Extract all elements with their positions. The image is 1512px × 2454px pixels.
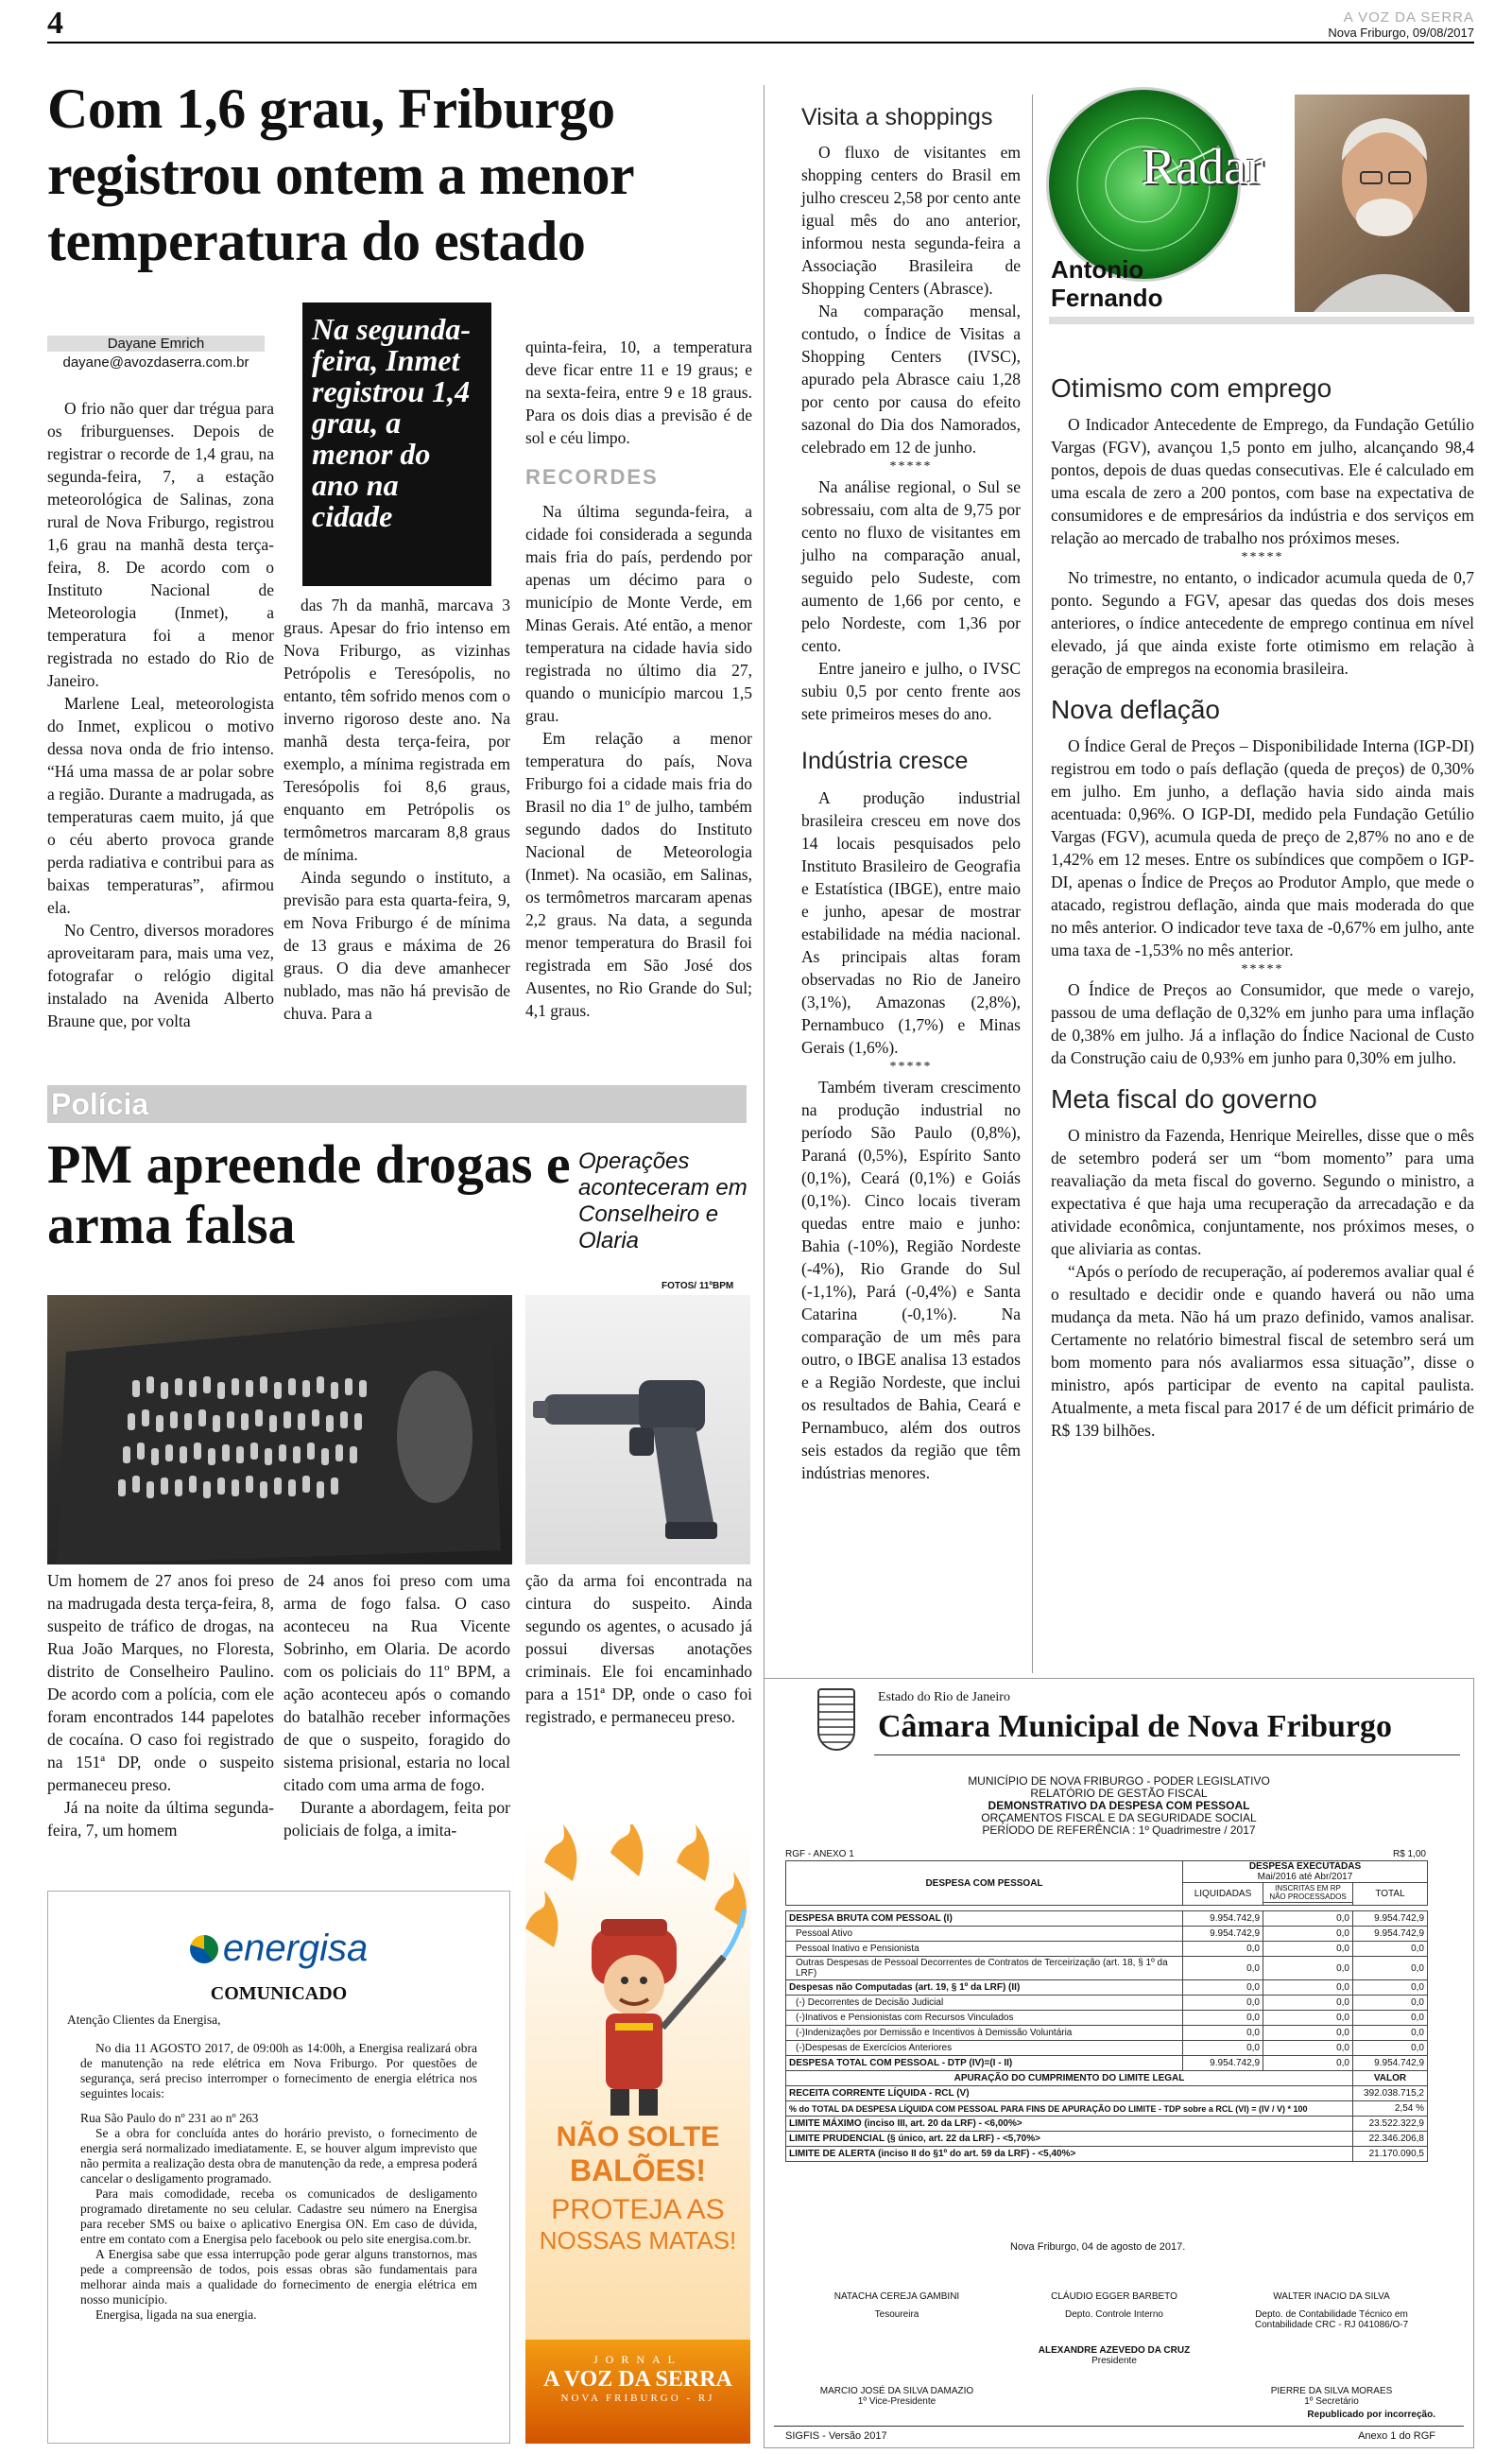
sig-1 [802, 2291, 991, 2320]
shopping-p4: Entre janeiro e julho, o IVSC subiu 0,5 por cento frente aos sete primeiros meses do ano. [801, 659, 1021, 723]
table-row [786, 1996, 1428, 2011]
camara-footer-rule [774, 2426, 1464, 2427]
balloon-line3: PROTEJA AS [551, 2194, 725, 2225]
author-photo [1295, 95, 1469, 312]
sidebar-col [801, 104, 1021, 1484]
limit-val: 21.170.090,5 [1353, 2147, 1428, 2162]
energisa-logo [67, 1927, 490, 1970]
energisa-p2: Rua São Paulo do nº 231 ao nº 263 [80, 2111, 259, 2125]
table-row [786, 2132, 1428, 2147]
shopping-p3: Na análise regional, o Sul se sobressaiu, com alta de 9,75 por cento no fluxo de visitantes em julho na comparação anual, seguido pelo Sudeste, com aumento de 1,66 por cento, e pelo Nordeste, com 1,36 por cento. [801, 477, 1021, 655]
police-col1-p1: Um homem de 27 anos foi preso na madrugada desta terça-feira, 8, suspeito de tráfico de drogas, na Rua João Marques, no Floresta, distrito de Conselheiro Paulino. De acordo com a polícia, com ele foram encontrados 144 papelotes de cocaína. O caso foi registrado na 151ª DP, onde o suspeito permaneceu preso. [47, 1571, 274, 1794]
row-tot: 0,0 [1353, 1942, 1428, 1957]
radar-author-first: Antonio [1051, 255, 1144, 284]
gun-photo-graphic [525, 1295, 750, 1564]
sig-5-name: MARCIO JOSÉ DA SILVA DAMAZIO [819, 2386, 974, 2396]
row-tot: 0,0 [1353, 2026, 1428, 2041]
anexo-rgf: Anexo 1 do RGF [1358, 2430, 1435, 2442]
row-insc: 0,0 [1263, 1980, 1353, 1996]
byline-author: Dayane Emrich [47, 336, 265, 352]
row-liq: 0,0 [1183, 1996, 1263, 2011]
radar-logo-text: Radar [1142, 138, 1263, 195]
table-row [786, 1911, 1428, 1927]
camara-subheads [765, 1775, 1473, 1837]
energisa-logo-text: energisa [222, 1927, 369, 1969]
stars-2: ***** [889, 1060, 933, 1074]
camara-annex: RGF - ANEXO 1 [785, 1849, 854, 1859]
stars-4: ***** [1241, 962, 1284, 976]
row-liq: 9.954.742,9 [1183, 1911, 1263, 1927]
row-label: (-) Decorrentes de Decisão Judicial [786, 1996, 1183, 2011]
row-tot: 9.954.742,9 [1353, 1927, 1428, 1942]
heading-emprego: Otimismo com emprego [1051, 373, 1332, 403]
camara-sub-5: PERÍODO DE REFERÊNCIA : 1º Quadrimestre / 2017 [982, 1823, 1256, 1837]
police-pullquote: Operações aconteceram em Conselheiro e Olaria [578, 1149, 747, 1253]
sig-2-name: CLÁUDIO EGGER BARBETO [1051, 2291, 1177, 2302]
newspaper-name: A VOZ DA SERRA [1343, 9, 1474, 26]
lead-col3-intro: quinta-feira, 10, a temperatura deve ficar entre 11 e 19 graus; e na sexta-feira, entre 9 e 18 graus. Para os dois dias a previsão é de sol e céu limpo. [525, 337, 752, 447]
page-number: 4 [47, 6, 63, 41]
heading-deflacao: Nova deflação [1051, 695, 1221, 724]
th-total: TOTAL [1353, 1883, 1428, 1906]
row-label: Pessoal Inativo e Pensionista [786, 1942, 1183, 1957]
author-photo-graphic [1295, 95, 1469, 312]
row-tot: 9.954.742,9 [1353, 2056, 1428, 2071]
police-headline: PM apreende drogas e arma falsa [47, 1133, 571, 1255]
firefighter-illustration [525, 1824, 750, 2117]
despesa-table [785, 1860, 1428, 2162]
sig-1-name: NATACHA CEREJA GAMBINI [833, 2291, 960, 2302]
limit-val: 23.522.322,9 [1353, 2117, 1428, 2132]
limit-label: LIMITE DE ALERTA (inciso II do §1º do art. 59 da LRF) - <5,40%> [786, 2147, 1353, 2162]
row-insc: 0,0 [1263, 2026, 1353, 2041]
camara-state: Estado do Rio de Janeiro [878, 1690, 1010, 1704]
row-tot: 9.954.742,9 [1353, 1911, 1428, 1927]
sidebar-divider [1032, 95, 1033, 1673]
drugs-photo [47, 1295, 512, 1564]
limit-val: 392.038.715,2 [1353, 2086, 1428, 2101]
limit-val: 2,54 % [1353, 2101, 1428, 2117]
row-liq: 0,0 [1183, 2011, 1263, 2026]
balloon-line2: BALÕES! [570, 2153, 706, 2187]
energisa-p5: A Energisa sabe que essa interrupção pode gerar alguns transtornos, mas pede a compreensão de todos, pois essas obras são fundamentais para melhorar ainda mais a qualidade do fornecimento de energia elétrica em nosso município. [80, 2247, 477, 2307]
dateline: Nova Friburgo, 09/08/2017 [1328, 26, 1474, 40]
row-tot: 0,0 [1353, 2041, 1428, 2056]
row-liq: 0,0 [1183, 1942, 1263, 1957]
energisa-p4: Para mais comodidade, receba os comunicados de desligamento programado diretamente no seu celular. Cadastre seu número na Energisa para receber SMS ou baixe o aplicativo Energisa ON. Em caso de dúvida, entre em contato com a Energisa pelo facebook ou pelo site energisa.com.br. [80, 2186, 477, 2246]
row-label: (-)Despesas de Exercícios Anteriores [786, 2041, 1183, 2056]
camara-title: Câmara Municipal de Nova Friburgo [878, 1709, 1392, 1744]
sig-4-name: ALEXANDRE AZEVEDO DA CRUZ [1038, 2345, 1191, 2356]
lead-col1-p2: Marlene Leal, meteorologista do Inmet, explicou o motivo dessa nova onda de frio intenso. “Há uma massa de ar polar sobre a região. Durante a madrugada, as temperaturas caem muito, já que o céu aberto provoca grande perda radiativa e contribui para as baixas temperaturas”, afirmou ela. [47, 694, 274, 917]
sig-4 [1020, 2345, 1209, 2366]
gun-photo [525, 1295, 750, 1564]
row-liq: 0,0 [1183, 1957, 1263, 1980]
row-liq: 0,0 [1183, 2026, 1263, 2041]
th-exec-period: Mai/2016 até Abr/2017 [1257, 1872, 1353, 1882]
row-label: Outras Despesas de Pessoal Decorrentes de Contratos de Terceirização (art. 18, § 1º da LRF) [786, 1957, 1183, 1980]
sig-5 [802, 2386, 991, 2407]
row-tot: 0,0 [1353, 2011, 1428, 2026]
heading-meta: Meta fiscal do governo [1051, 1084, 1317, 1114]
police-col1 [47, 1569, 274, 1841]
energisa-p3: Se a obra for concluída antes do horário previsto, o fornecimento de energia será normalizado imediatamente. E, se houver algum imprevisto que não permita a realização desta obra de manutenção da rede, a empresa poderá cancelar o desligamento programado. [80, 2126, 477, 2186]
row-tot: 0,0 [1353, 1980, 1428, 1996]
row-insc: 0,0 [1263, 2011, 1353, 2026]
table-row [786, 1980, 1428, 1996]
radar-banner [1049, 90, 1474, 331]
balloon-footer [525, 2340, 750, 2444]
shopping-p2: Na comparação mensal, contudo, o Índice de Visitas a Shopping Centers (IVSC), apurado pela Abrasce caiu 1,28 por cento por causa do efeito sazonal do Dia dos Namorados, celebrado em 12 de junho. [801, 302, 1021, 457]
table-row [786, 2101, 1428, 2117]
limits-head: APURAÇÃO DO CUMPRIMENTO DO LIMITE LEGAL [786, 2071, 1353, 2086]
limit-val: 22.346.206,8 [1353, 2132, 1428, 2147]
table-row [786, 2117, 1428, 2132]
lead-col2-p2: Ainda segundo o instituto, a previsão para esta quarta-feira, 9, em Nova Friburgo é de mínima de 13 graus e máxima de 26 graus. O dia deve amanhecer nublado, mas não há previsão de chuva. Para a [284, 868, 510, 1023]
limit-label: RECEITA CORRENTE LÍQUIDA - RCL (V) [786, 2086, 1353, 2101]
th-despesa: DESPESA COM PESSOAL [786, 1861, 1183, 1906]
footer-city: NOVA FRIBURGO - RJ [560, 2393, 715, 2404]
lead-col2 [284, 594, 510, 1025]
row-tot: 0,0 [1353, 1957, 1428, 1980]
meta-p2: “Após o período de recuperação, aí poderemos avaliar qual é o resultado e decidir onde e quando haverá ou não uma mudança da meta. Não há um prazo definido, vamos analisar. Certamente no relatório bimestral fiscal de setembro será um bom momento para nós avaliarmos essa situação”, disse o ministro, após participar de evento na capital paulista. Atualmente, a meta fiscal para 2017 é de um déficit primário de R$ 139 bilhões. [1051, 1262, 1474, 1440]
row-label: (-)Indenizações por Demissão e Incentivos à Demissão Voluntária [786, 2026, 1183, 2041]
section-tag-policia: Polícia [47, 1085, 747, 1123]
table-row [786, 2026, 1428, 2041]
sigfis: SIGFIS - Versão 2017 [785, 2430, 887, 2442]
row-label: DESPESA TOTAL COM PESSOAL - DTP (IV)=(I - II) [786, 2056, 1183, 2071]
table-row [786, 1957, 1428, 1980]
sig-6-name: PIERRE DA SILVA MORAES [1270, 2386, 1393, 2396]
police-col2-p1: de 24 anos foi preso com uma arma de fogo falsa. O caso aconteceu na Rua Vicente Sobrinho, em Olaria. De acordo com os policiais do 11º BPM, a ação aconteceu após o comando do batalhão receber informações de que o suspeito, foragido do sistema prisional, estaria no local citado com uma arma de fogo. [284, 1571, 510, 1794]
radar-author-last: Fernando [1051, 284, 1163, 312]
row-tot: 0,0 [1353, 1996, 1428, 2011]
limit-label: LIMITE MÁXIMO (inciso III, art. 20 da LRF) - <6,00%> [786, 2117, 1353, 2132]
row-label: DESPESA BRUTA COM PESSOAL (I) [786, 1911, 1183, 1927]
sig-3 [1237, 2291, 1426, 2330]
footer-brand: A VOZ DA SERRA [543, 2367, 732, 2392]
table-row [786, 1942, 1428, 1957]
lead-col3 [525, 336, 752, 1022]
energisa-p6: Energisa, ligada na sua energia. [95, 2307, 257, 2322]
industria-p1: A produção industrial brasileira cresceu em nove dos 14 locais pesquisados pelo Instituto Brasileiro de Geografia e Estatística (IBGE), entre maio e junho, apesar de mostrar estabilidade na média nacional. As principais altas foram observadas no Rio de Janeiro (3,1%), Amazonas (2,8%), Pernambuco (1,7%) e Minas Gerais (1,6%). [801, 788, 1021, 1057]
recordes-subhead: RECORDES [525, 465, 659, 489]
lead-pullquote: Na segunda-feira, Inmet registrou 1,4 grau, a menor do ano na cidade [302, 302, 491, 586]
lead-col3-p2: Em relação a menor temperatura do país, Nova Friburgo foi a cidade mais fria do Brasil no dia 1º de julho, também segundo dados do Instituto Nacional de Meteorologia (Inmet). Na ocasião, em Salinas, os termômetros marcaram apenas 2,2 graus. Na data, a segunda menor temperatura do Brasil foi registrada em São José dos Ausentes, no Rio Grande do Sul; 4,1 graus. [525, 729, 752, 1020]
row-insc: 0,0 [1263, 1957, 1353, 1980]
republicado: Republicado por incorreção. [1307, 2410, 1435, 2420]
row-insc: 0,0 [1263, 1911, 1353, 1927]
radar-col [1051, 373, 1474, 1442]
header-rule [47, 42, 1474, 43]
th-liq: LIQUIDADAS [1183, 1883, 1263, 1906]
energisa-p1: No dia 11 AGOSTO 2017, de 09:00h as 14:00h, a Energisa realizará obra de manutenção na rede elétrica em Nova Friburgo. Por questões de segurança, será preciso interromper o fornecimento de energia elétrica nos seguintes locais: [80, 2041, 477, 2100]
drugs-photo-graphic [47, 1295, 512, 1564]
camara-sub-2: RELATÓRIO DE GESTÃO FISCAL [1030, 1787, 1208, 1800]
row-label: Pessoal Ativo [786, 1927, 1183, 1942]
table-row [786, 1927, 1428, 1942]
table-row [786, 2086, 1428, 2101]
heading-shopping: Visita a shoppings [801, 104, 993, 130]
row-insc: 0,0 [1263, 2056, 1353, 2071]
camara-date: Nova Friburgo, 04 de agosto de 2017. [1010, 2241, 1186, 2253]
sig-5-role: 1º Vice-Presidente [857, 2396, 936, 2407]
deflacao-p1: O Índice Geral de Preços – Disponibilidade Interna (IGP-DI) registrou em todo o país deflação (queda de preços) de 0,30% em julho. Em junho, a deflação havia sido ainda mais acentuada: 0,96%. O IGP-DI, medido pela Fundação Getúlio Vargas (FGV), acumula queda de preço de 2,87% no ano e de 1,42% em 12 meses. Entre os subíndices que compõem o IGP-DI, apenas o Índice de Preços ao Produtor Amplo, que mede o atacado, registrou deflação, ainda que mais moderada do que no mês anterior. O indicador teve taxa de -0,67% em julho, ante uma taxa de -1,53% no mês anterior. [1051, 736, 1474, 959]
energisa-greeting: Atenção Clientes da Energisa, [67, 2013, 221, 2027]
limit-label: LIMITE PRUDENCIAL (§ único, art. 22 da LRF) - <5,70%> [786, 2132, 1353, 2147]
sig-1-role: Tesoureira [874, 2309, 919, 2320]
lead-col3-p1: Na última segunda-feira, a cidade foi considerada a segunda mais fria do país, perdendo por apenas um décimo para o município de Monte Verde, em Minas Gerais. Até então, a menor temperatura na cidade havia sido registrada no último dia 27, quando o município marcou 1,5 grau. [525, 502, 752, 725]
police-col1-p2: Já na noite da última segunda-feira, 7, um homem [47, 1798, 274, 1840]
sig-6 [1237, 2386, 1426, 2407]
limit-label: % do TOTAL DA DESPESA LÍQUIDA COM PESSOAL PARA FINS DE APURAÇÃO DO LIMITE - TDP sobre a RCL (VI) = (IV / V) * 100 [786, 2101, 1353, 2117]
sig-3-name: WALTER INACIO DA SILVA [1273, 2291, 1390, 2302]
camara-sub-1: MUNICÍPIO DE NOVA FRIBURGO - PODER LEGISLATIVO [968, 1774, 1270, 1788]
sig-6-role: 1º Secretário [1304, 2396, 1359, 2407]
lead-col1-p1: O frio não quer dar trégua para os friburguenses. Depois de registrar o recorde de 1,4 grau, na segunda-feira, 7, a estação meteorológica de Salinas, zona rural de Nova Friburgo, registrou 1,6 grau na manhã desta terça-feira, 8. De acordo com o Instituto Nacional de Meteorologia (Inmet), a temperatura foi a menor registrada no estado do Rio de Janeiro. [47, 399, 274, 690]
row-label: Despesas não Computadas (art. 19, § 1º da LRF) (II) [786, 1980, 1183, 1996]
stars-3: ***** [1241, 550, 1284, 564]
energisa-mark-icon [190, 1935, 218, 1963]
table-row [786, 2041, 1428, 2056]
camara-sub-4: ORÇAMENTOS FISCAL E DA SEGURIDADE SOCIAL [981, 1811, 1257, 1824]
coat-of-arms-icon [817, 1688, 855, 1751]
radar-banner-rule [1049, 317, 1474, 324]
lead-col1 [47, 397, 274, 1032]
table-row [786, 2147, 1428, 2162]
lead-col2-p1: das 7h da manhã, marcava 3 graus. Apesar do frio intenso em Nova Friburgo, as vizinhas Petrópolis e Teresópolis, no entanto, têm sofrido menos com o inverno rigoroso deste ano. Na manhã desta terça-feira, por exemplo, a mínima registrada em Teresópolis foi 8,6 graus, enquanto em Petrópolis os termômetros marcaram 8,8 graus de mínima. [284, 596, 510, 864]
police-col2 [284, 1569, 510, 1841]
industria-p2: Também tiveram crescimento na produção industrial no período São Paulo (0,8%), Paraná (0,5%), Espírito Santo (0,1%), Ceará (0,1%) e Goiás (0,1%). Cinco locais tiveram quedas entre maio e junho: Bahia (-10%), Região Nordeste (-4%), Rio Grande do Sul (-1,1%), Pará (-0,4%) e Santa Catarina (-0,1%). Na comparação de um mês para outro, o IBGE analisa 13 estados e a Região Nordeste, que inclui os resultados de Bahia, Ceará e Pernambuco, além dos outros seis estados da região que têm indústrias menores. [801, 1078, 1021, 1482]
row-insc: 0,0 [1263, 1942, 1353, 1957]
energisa-body [67, 2041, 490, 2323]
emprego-p2: No trimestre, no entanto, o indicador acumula queda de 0,7 ponto. Segundo a FGV, apesar das quedas dos dois meses anteriores, o índice antecedente de emprego continua em nível elevado, já que ainda existe forte otimismo em relação à geração de empregos na economia brasileira. [1051, 568, 1474, 678]
deflacao-p2: O Índice de Preços ao Consumidor, que mede o varejo, passou de uma deflação de 0,32% em junho para uma inflação de 0,38% em julho. Já a inflação do Índice Nacional de Custo da Construção caiu de 0,93% em junho para 0,30% em julho. [1051, 980, 1474, 1067]
table-row [786, 2056, 1428, 2071]
row-liq: 0,0 [1183, 2041, 1263, 2056]
police-col3 [525, 1569, 752, 1728]
row-liq: 0,0 [1183, 1980, 1263, 1996]
meta-p1: O ministro da Fazenda, Henrique Meirelles, disse que o mês de setembro poderá ser um “bom momento” para uma reavaliação da meta fiscal do governo. Segundo o ministro, a expectativa é que haja uma recuperação da arrecadação e da atividade econômica, conjuntamente, nos próximos meses, o que aliviaria as contas. [1051, 1126, 1474, 1258]
sig-3-role: Depto. de Contabilidade Técnico em Contabilidade CRC - RJ 041086/O-7 [1254, 2309, 1409, 2330]
th-insc: INSCRITAS EM RP NÃO PROCESSADOS [1269, 1884, 1347, 1901]
balloon-line4: NOSSAS MATAS! [539, 2226, 737, 2255]
footer-jornal: JORNAL [593, 2353, 682, 2366]
byline-email: dayane@avozdaserra.com.br [62, 354, 249, 371]
row-liq: 9.954.742,9 [1183, 2056, 1263, 2071]
heading-industria: Indústria cresce [801, 748, 969, 774]
row-insc: 0,0 [1263, 1996, 1353, 2011]
emprego-p1: O Indicador Antecedente de Emprego, da Fundação Getúlio Vargas (FGV), avançou 1,5 ponto em julho, alcançando 98,4 pontos, depois de duas quedas consecutivas. Ele é calculado em uma escala de zero a 200 pontos, com base na expectativa de consumidores e de empresários da indústria e dos serviços em relação ao mercado de trabalho nos próximos meses. [1051, 415, 1474, 547]
table-row [786, 2011, 1428, 2026]
police-col3-p1: ção da arma foi encontrada na cintura do suspeito. Ainda segundo os agentes, o acusado já possui diversas anotações criminais. Ele foi encaminhado para a 151ª DP, onde o caso foi registrado, e permaneceu preso. [525, 1571, 752, 1726]
th-exec: DESPESA EXECUTADAS [1248, 1861, 1362, 1872]
sig-2 [1020, 2291, 1209, 2320]
row-insc: 0,0 [1263, 1927, 1353, 1942]
camara-notice [764, 1678, 1474, 2448]
lead-col1-p3: No Centro, diversos moradores aproveitaram para, mais uma vez, fotografar o relógio digital instalado na Avenida Alberto Braune que, por volta [47, 921, 274, 1030]
sig-2-role: Depto. Controle Interno [1065, 2309, 1163, 2320]
row-label: (-)Inativos e Pensionistas com Recursos Vinculados [786, 2011, 1183, 2026]
camara-title-rule [874, 1754, 1460, 1755]
balloon-ad [525, 1824, 750, 2444]
camara-unit: R$ 1,00 [1392, 1849, 1426, 1859]
stars-1: ***** [889, 459, 933, 474]
shopping-p1: O fluxo de visitantes em shopping centers do Brasil em julho cresceu 2,58 por cento ante igual mês do ano anterior, informou nesta segunda-feira a Associação Brasileira de Shopping Centers (Abrasce). [801, 143, 1021, 298]
energisa-ad [47, 1891, 510, 2444]
lead-headline: Com 1,6 grau, Friburgo registrou ontem a menor temperatura do estado [47, 78, 634, 272]
row-insc: 0,0 [1263, 2041, 1353, 2056]
photo-credit: FOTOS/ 11ºBPM [662, 1281, 734, 1291]
police-col2-p2: Durante a abordagem, feita por policiais de folga, a imita- [284, 1798, 510, 1840]
balloon-line1: NÃO SOLTE [556, 2121, 720, 2152]
sig-4-role: Presidente [1091, 2356, 1137, 2366]
row-liq: 9.954.742,9 [1183, 1927, 1263, 1942]
limits-valor-head: VALOR [1353, 2071, 1428, 2086]
energisa-title: COMUNICADO [210, 1983, 348, 2004]
camara-sub-3: DEMONSTRATIVO DA DESPESA COM PESSOAL [988, 1799, 1250, 1812]
